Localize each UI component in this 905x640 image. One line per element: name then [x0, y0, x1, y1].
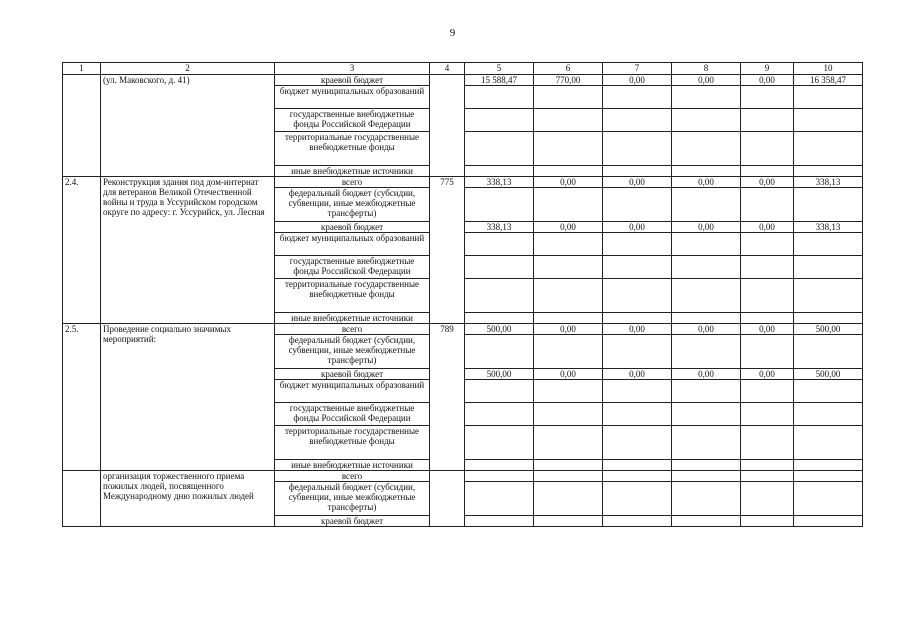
- funding-source: иные внебюджетные источники: [275, 460, 430, 471]
- amount-cell: 0,00: [672, 369, 741, 380]
- amount-cell: [794, 516, 863, 527]
- amount-cell: [794, 313, 863, 324]
- amount-cell: [534, 335, 603, 369]
- amount-cell: [741, 403, 794, 426]
- header-cell: 2: [101, 63, 275, 75]
- funding-source: федеральный бюджет (субсидии, субвенции, иные межбюджетные трансферты): [275, 335, 430, 369]
- amount-cell: [603, 132, 672, 166]
- item-name: организация торжественного приема пожилых людей, посвященного Международному дню пожилых людей: [101, 471, 275, 527]
- amount-cell: [603, 279, 672, 313]
- column-4-value: [430, 75, 465, 177]
- column-4-value: 789: [430, 324, 465, 471]
- amount-cell: [741, 233, 794, 256]
- page-number: 9: [449, 27, 456, 39]
- amount-cell: 0,00: [741, 75, 794, 86]
- amount-cell: [603, 188, 672, 222]
- header-row: [63, 63, 863, 75]
- amount-cell: [603, 313, 672, 324]
- table-body: [63, 63, 863, 527]
- amount-cell: 16 358,47: [794, 75, 863, 86]
- header-cell: 9: [741, 63, 794, 75]
- amount-cell: 0,00: [672, 75, 741, 86]
- amount-cell: [603, 166, 672, 177]
- amount-cell: [534, 132, 603, 166]
- amount-cell: [672, 109, 741, 132]
- amount-cell: [465, 482, 534, 516]
- amount-cell: [794, 188, 863, 222]
- amount-cell: [672, 233, 741, 256]
- amount-cell: [794, 132, 863, 166]
- amount-cell: [465, 86, 534, 109]
- amount-cell: 500,00: [794, 324, 863, 335]
- amount-cell: [741, 109, 794, 132]
- amount-cell: [465, 403, 534, 426]
- header-cell: 4: [430, 63, 465, 75]
- amount-cell: 0,00: [672, 177, 741, 188]
- amount-cell: [741, 460, 794, 471]
- funding-source: бюджет муниципальных образований: [275, 380, 430, 403]
- amount-cell: [794, 279, 863, 313]
- amount-cell: [465, 132, 534, 166]
- amount-cell: [603, 109, 672, 132]
- amount-cell: [465, 188, 534, 222]
- item-name: Реконструкция здания под дом-интернат для ветеранов Великой Отечественной войны и труда в Уссурийском городском округе по адресу: г. Уссурийск, ул. Лесная: [101, 177, 275, 324]
- amount-cell: [534, 426, 603, 460]
- funding-source: краевой бюджет: [275, 516, 430, 527]
- table-row: [63, 471, 863, 482]
- amount-cell: [672, 482, 741, 516]
- amount-cell: [534, 256, 603, 279]
- amount-cell: 338,13: [794, 222, 863, 233]
- amount-cell: [534, 188, 603, 222]
- amount-cell: [672, 132, 741, 166]
- amount-cell: [465, 380, 534, 403]
- amount-cell: 0,00: [741, 177, 794, 188]
- amount-cell: 0,00: [534, 369, 603, 380]
- header-cell: 3: [275, 63, 430, 75]
- item-code: [63, 471, 101, 527]
- amount-cell: [672, 380, 741, 403]
- amount-cell: [534, 86, 603, 109]
- amount-cell: 0,00: [741, 222, 794, 233]
- amount-cell: 0,00: [534, 324, 603, 335]
- funding-source: всего: [275, 471, 430, 482]
- amount-cell: [534, 233, 603, 256]
- amount-cell: [534, 516, 603, 527]
- amount-cell: [465, 460, 534, 471]
- amount-cell: [672, 471, 741, 482]
- amount-cell: [741, 516, 794, 527]
- amount-cell: [603, 460, 672, 471]
- amount-cell: [741, 313, 794, 324]
- amount-cell: [741, 132, 794, 166]
- amount-cell: [603, 471, 672, 482]
- amount-cell: [534, 460, 603, 471]
- amount-cell: [741, 86, 794, 109]
- funding-source: иные внебюджетные источники: [275, 313, 430, 324]
- amount-cell: [794, 335, 863, 369]
- amount-cell: [794, 403, 863, 426]
- amount-cell: [672, 166, 741, 177]
- funding-source: краевой бюджет: [275, 369, 430, 380]
- amount-cell: [465, 279, 534, 313]
- header-cell: 7: [603, 63, 672, 75]
- funding-source: территориальные государственные внебюджетные фонды: [275, 279, 430, 313]
- amount-cell: [465, 313, 534, 324]
- amount-cell: [794, 471, 863, 482]
- amount-cell: [741, 279, 794, 313]
- amount-cell: 0,00: [672, 324, 741, 335]
- item-name: Проведение социально значимых мероприятий:: [101, 324, 275, 471]
- amount-cell: [672, 313, 741, 324]
- amount-cell: 0,00: [603, 369, 672, 380]
- amount-cell: [603, 335, 672, 369]
- amount-cell: [794, 426, 863, 460]
- amount-cell: [603, 86, 672, 109]
- amount-cell: [794, 109, 863, 132]
- amount-cell: [534, 166, 603, 177]
- amount-cell: [465, 335, 534, 369]
- amount-cell: 500,00: [794, 369, 863, 380]
- funding-source: всего: [275, 177, 430, 188]
- amount-cell: [741, 380, 794, 403]
- amount-cell: [672, 279, 741, 313]
- amount-cell: [603, 233, 672, 256]
- amount-cell: [794, 86, 863, 109]
- header-cell: 6: [534, 63, 603, 75]
- amount-cell: 0,00: [741, 324, 794, 335]
- funding-source: иные внебюджетные источники: [275, 166, 430, 177]
- amount-cell: [794, 460, 863, 471]
- header-cell: 8: [672, 63, 741, 75]
- item-code: 2.5.: [63, 324, 101, 471]
- column-4-value: 775: [430, 177, 465, 324]
- amount-cell: [672, 256, 741, 279]
- amount-cell: [603, 256, 672, 279]
- funding-source: бюджет муниципальных образований: [275, 86, 430, 109]
- amount-cell: [465, 471, 534, 482]
- amount-cell: [741, 256, 794, 279]
- funding-source: краевой бюджет: [275, 75, 430, 86]
- funding-source: краевой бюджет: [275, 222, 430, 233]
- budget-table: [62, 62, 863, 527]
- table-row: [63, 177, 863, 188]
- amount-cell: [534, 109, 603, 132]
- funding-source: федеральный бюджет (субсидии, субвенции, иные межбюджетные трансферты): [275, 482, 430, 516]
- item-code: 2.4.: [63, 177, 101, 324]
- amount-cell: [465, 426, 534, 460]
- header-cell: 10: [794, 63, 863, 75]
- header-cell: 5: [465, 63, 534, 75]
- amount-cell: [534, 471, 603, 482]
- amount-cell: 338,13: [794, 177, 863, 188]
- amount-cell: [794, 256, 863, 279]
- amount-cell: 338,13: [465, 177, 534, 188]
- amount-cell: [741, 426, 794, 460]
- amount-cell: [672, 86, 741, 109]
- amount-cell: [603, 380, 672, 403]
- amount-cell: 770,00: [534, 75, 603, 86]
- amount-cell: 0,00: [534, 177, 603, 188]
- amount-cell: [794, 380, 863, 403]
- amount-cell: [603, 426, 672, 460]
- amount-cell: [465, 233, 534, 256]
- amount-cell: [672, 516, 741, 527]
- amount-cell: [603, 403, 672, 426]
- amount-cell: 500,00: [465, 324, 534, 335]
- column-4-value: [430, 471, 465, 527]
- item-code: [63, 75, 101, 177]
- amount-cell: 0,00: [672, 222, 741, 233]
- amount-cell: 338,13: [465, 222, 534, 233]
- amount-cell: [741, 482, 794, 516]
- amount-cell: 0,00: [534, 222, 603, 233]
- funding-source: государственные внебюджетные фонды Российской Федерации: [275, 109, 430, 132]
- funding-source: государственные внебюджетные фонды Российской Федерации: [275, 256, 430, 279]
- table-row: [63, 324, 863, 335]
- amount-cell: [465, 166, 534, 177]
- amount-cell: 0,00: [603, 75, 672, 86]
- amount-cell: [672, 426, 741, 460]
- amount-cell: [465, 109, 534, 132]
- amount-cell: [534, 482, 603, 516]
- amount-cell: [741, 166, 794, 177]
- amount-cell: [794, 166, 863, 177]
- amount-cell: [672, 460, 741, 471]
- amount-cell: [603, 516, 672, 527]
- amount-cell: [603, 482, 672, 516]
- amount-cell: 15 588,47: [465, 75, 534, 86]
- amount-cell: 0,00: [603, 177, 672, 188]
- amount-cell: 0,00: [603, 222, 672, 233]
- funding-source: территориальные государственные внебюджетные фонды: [275, 132, 430, 166]
- funding-source: всего: [275, 324, 430, 335]
- amount-cell: 0,00: [603, 324, 672, 335]
- amount-cell: [741, 471, 794, 482]
- header-cell: 1: [63, 63, 101, 75]
- amount-cell: [534, 279, 603, 313]
- funding-source: федеральный бюджет (субсидии, субвенции, иные межбюджетные трансферты): [275, 188, 430, 222]
- amount-cell: [672, 403, 741, 426]
- amount-cell: [672, 188, 741, 222]
- amount-cell: [534, 380, 603, 403]
- funding-source: государственные внебюджетные фонды Российской Федерации: [275, 403, 430, 426]
- amount-cell: 500,00: [465, 369, 534, 380]
- item-name: (ул. Маковского, д. 41): [101, 75, 275, 177]
- amount-cell: [672, 335, 741, 369]
- amount-cell: 0,00: [741, 369, 794, 380]
- amount-cell: [465, 256, 534, 279]
- funding-source: бюджет муниципальных образований: [275, 233, 430, 256]
- table-row: [63, 75, 863, 86]
- funding-source: территориальные государственные внебюджетные фонды: [275, 426, 430, 460]
- amount-cell: [741, 188, 794, 222]
- amount-cell: [741, 335, 794, 369]
- amount-cell: [534, 403, 603, 426]
- amount-cell: [465, 516, 534, 527]
- amount-cell: [794, 233, 863, 256]
- amount-cell: [534, 313, 603, 324]
- amount-cell: [794, 482, 863, 516]
